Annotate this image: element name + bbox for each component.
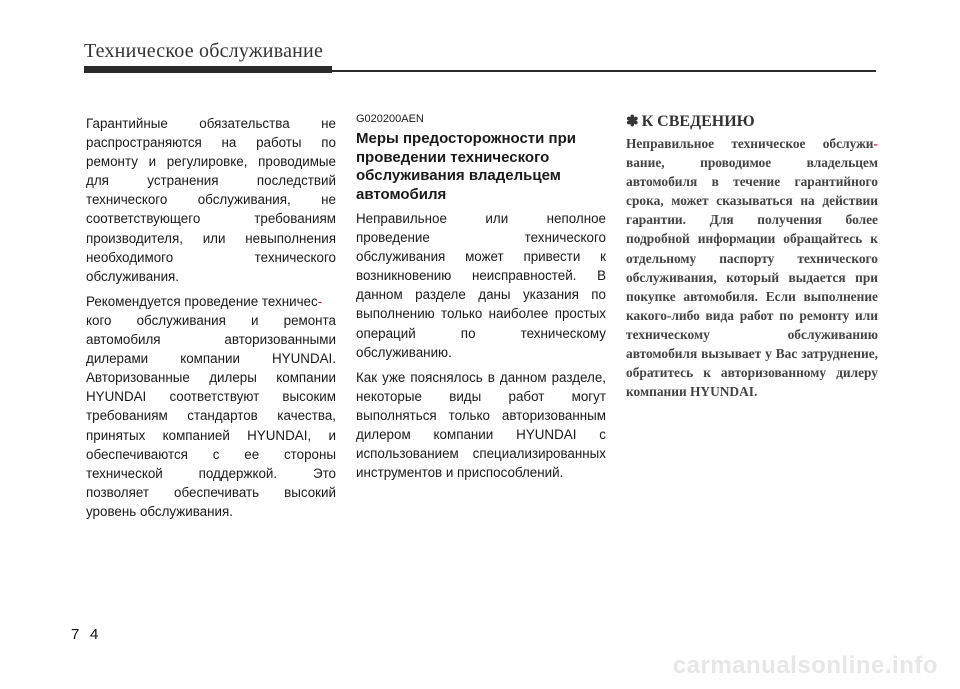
header-rule-thick — [84, 66, 332, 73]
note-body: вание, проводимое владельцем автомобиля в течение гарантийного срока, может сказываться на действии гарантии. Для получения более подробной информации обращайтесь к отдельному паспорту технического обслуживания, который выдается при покупке автомобиля. Если выполнение какого-либо вида работ по ремонту или техническому обслуживанию автомобиля вызывает у Вас затруднение, обратитесь к авторизованному дилеру компании HYUNDAI. — [626, 155, 878, 400]
dealer-tools-paragraph: Как уже пояснялось в данном разделе, некоторые виды работ могут выполняться только авторизованным дилером компании HYUNDAI с использованием специализированных инструментов и приспособлений. — [356, 369, 606, 481]
warranty-paragraph: Гарантийные обязательства не распространяются на работы по ремонту и регулировке, проводимые для устранения последствий технического обслуживания, не соответствующего требованиям производителя, или невыполнения необходимого технического обслуживания. — [86, 116, 336, 284]
page-header-title: Техническое обслуживание — [84, 40, 324, 62]
watermark: carmanualsonline.info — [672, 652, 938, 679]
section-title: Меры предосторожности при проведении технического обслуживания владельцем автомобиля — [356, 130, 576, 203]
note-star-icon: ✽ — [626, 114, 639, 130]
header-rule-thin — [332, 70, 876, 72]
note-title-text: К СВЕДЕНИЮ — [641, 113, 755, 130]
hyphen-mark: - — [873, 136, 878, 151]
page-number: 4 — [90, 626, 99, 643]
column-3-note — [626, 112, 878, 401]
note-title — [626, 112, 878, 132]
dealer-paragraph: кого обслуживания и ремонта автомобиля авторизованными дилерами компании HYUNDAI. Авторизованные дилеры компании HYUNDAI соответствуют высоким требованиям стандартов качества, принятых компанией HYUNDAI, и обеспечиваются с ее стороны технической поддержкой. Это позволяет обеспечивать высокий уровень обслуживания. — [86, 312, 336, 519]
recommendation-first-line: Рекомендуется проведение техничес- — [86, 293, 323, 309]
column-1 — [86, 114, 336, 527]
column-2 — [356, 112, 606, 488]
section-code: G020200AEN — [356, 113, 424, 125]
recommendation-paragraph — [86, 292, 336, 311]
hyphen-mark: - — [317, 293, 323, 309]
note-first-line: Неправильное техническое обслужи- — [626, 136, 878, 151]
page-section-number: 7 — [71, 626, 80, 643]
maintenance-paragraph: Неправильное или неполное проведение технического обслуживания может привести к возникновению неисправностей. В данном разделе даны указания по выполнению только наиболее простых операций по техническому обслуживанию. — [356, 211, 606, 360]
note-text — [626, 134, 878, 401]
